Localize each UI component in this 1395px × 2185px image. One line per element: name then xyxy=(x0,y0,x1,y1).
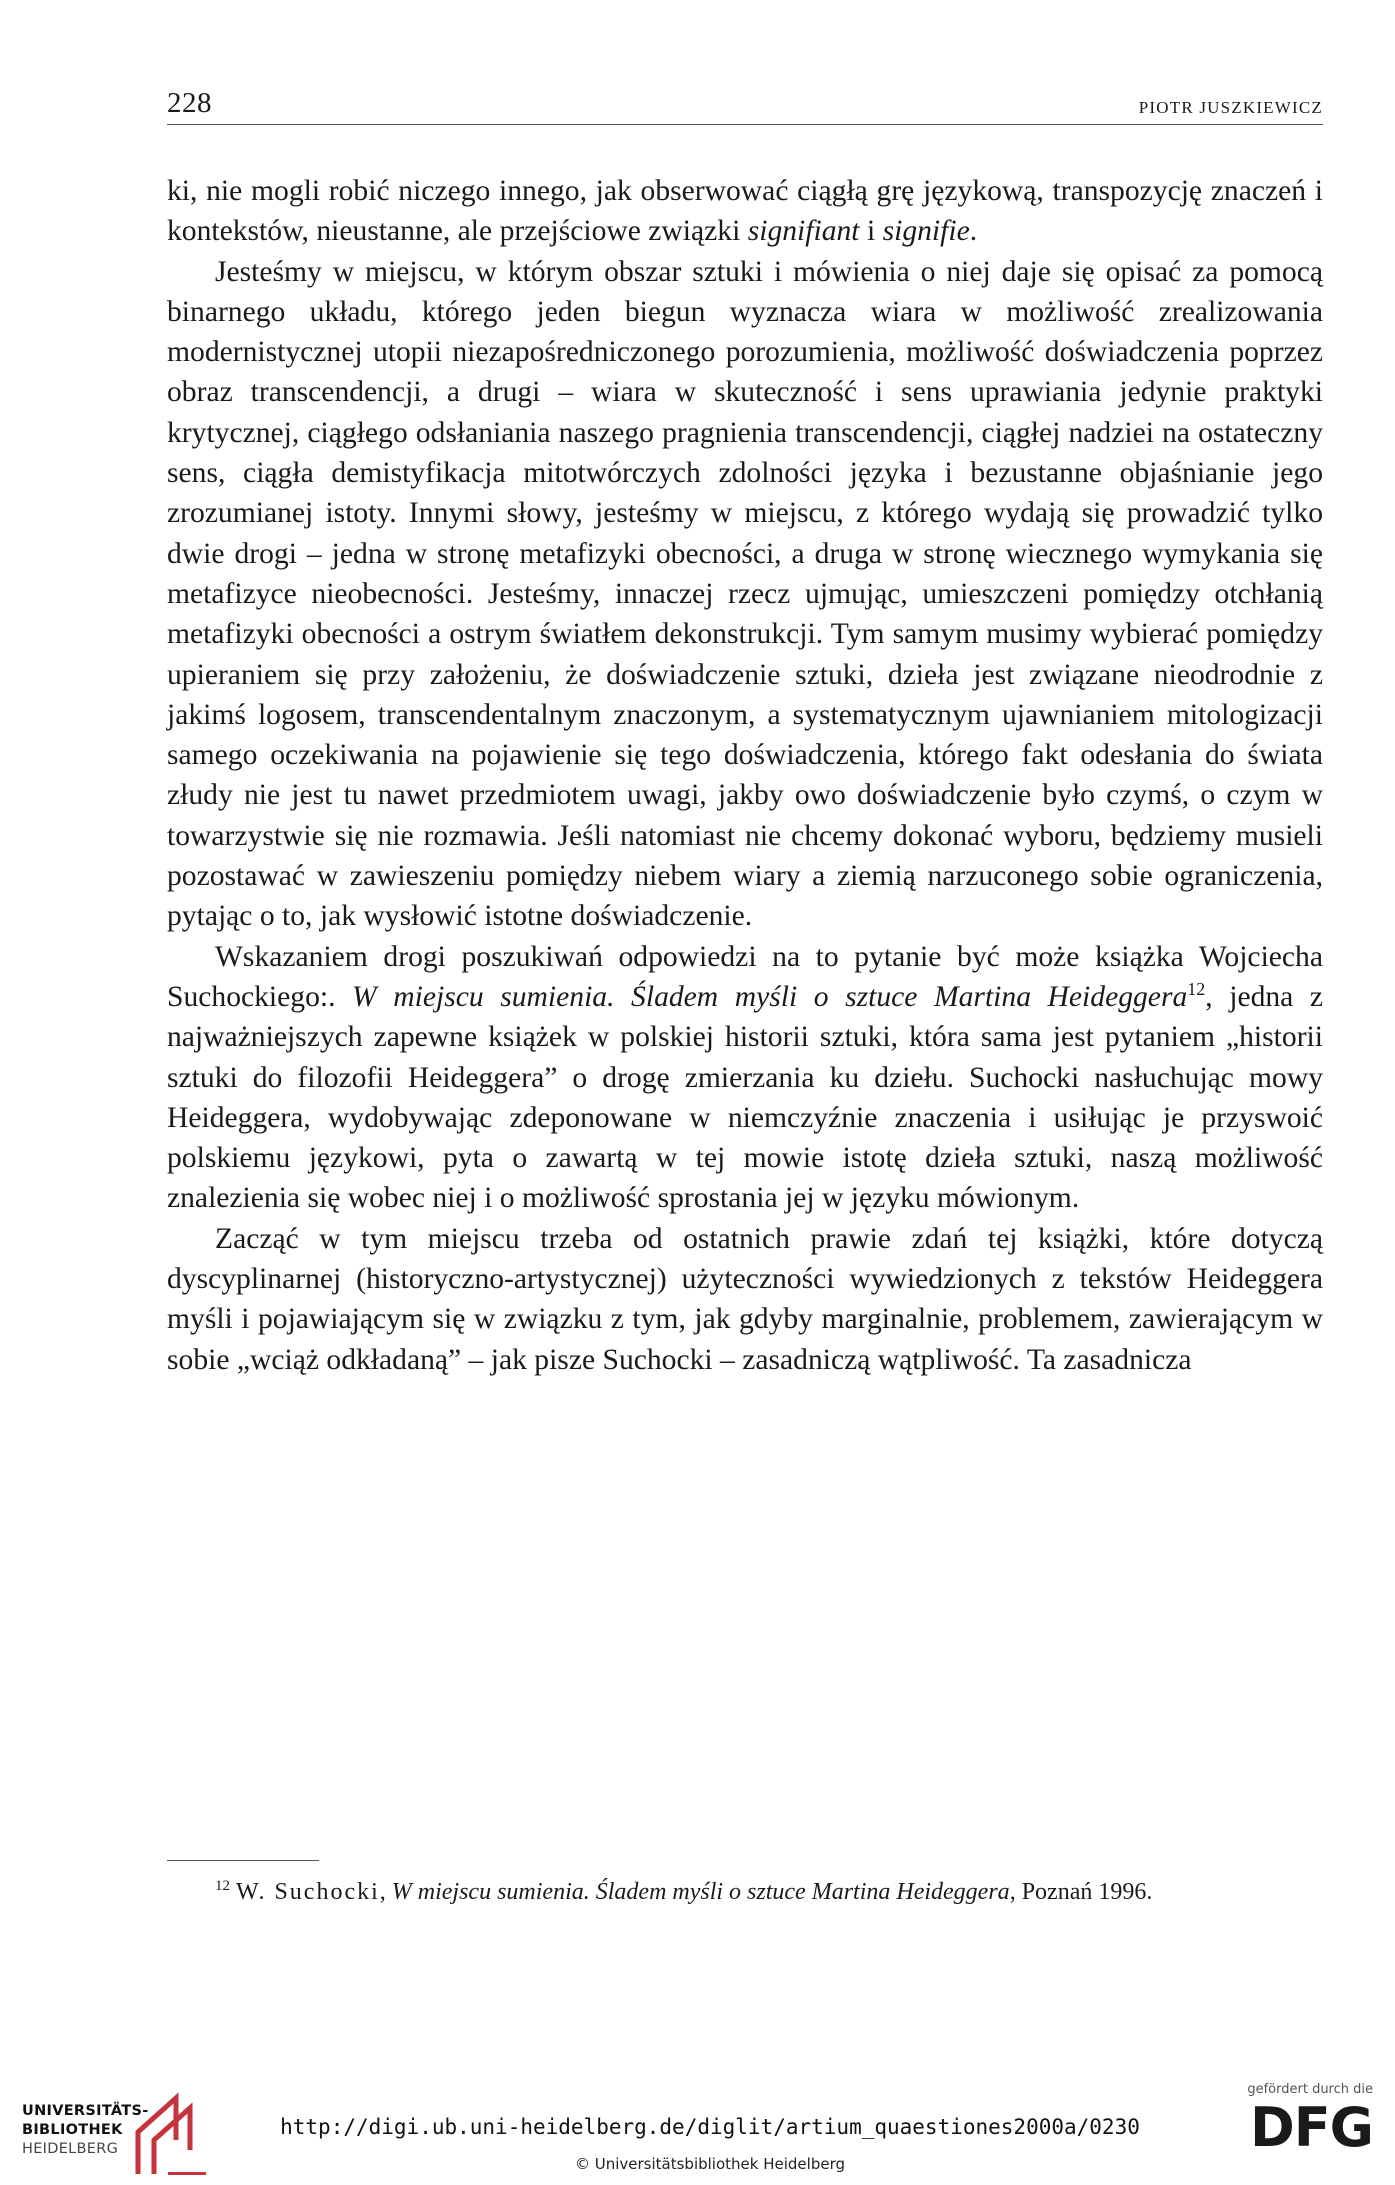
dfg-logo: gefördert durch die DFG xyxy=(1247,2082,1373,2159)
paragraph-1: ki, nie mogli robić niczego innego, jak obserwować ciągłą grę językową, transpozycję znaczeń i kontekstów, nieustanne, ale przejściowe związki signifiant i signifie. xyxy=(167,175,1323,248)
footnote-separator xyxy=(167,1860,319,1861)
footnote-number: 12 xyxy=(215,1878,230,1894)
paragraph-3: Wskazaniem drogi poszukiwań odpowiedzi na to pytanie być może książka Wojciecha Suchockiego:. W miejscu sumienia. Śladem myśli o sztuce Martina Heideggera$^{12}$, jedna z najważniejszych zapewne książek w polskiej historii sztuki, która sama jest pytaniem „historii sztuki do filozofii Heideggera” o drogę zmierzania ku dziełu. Suchocki nasłuchując mowy Heideggera, wydobywając zdeponowane w niemczyźnie znaczenia i usiłując je przyswoić polskiemu językowi, pyta o zawartą w tej mowie istotę dzieła sztuki, naszą możliwość znalezienia się wobec niej i o możliwość sprostania jej w języku mówionym. xyxy=(167,940,1324,1215)
footnote-ref: 12 xyxy=(1187,979,1206,1000)
paragraph-2: Jesteśmy w miejscu, w którym obszar sztuki i mówienia o niej daje się opisać za pomocą binarnego układu, którego jeden biegun wyznacza wiara w możliwość zrealizowania modernistycznej utopii niezapośredniczonego porozumienia, możliwość doświadczenia poprzez obraz transcendencji, a drugi – wiara w skuteczność i sens uprawiania jedynie praktyki krytycznej, ciągłego odsłaniania naszego pragnienia transcendencji, ciągłej nadziei na ostateczny sens, ciągła demistyfikacja mitotwórczych zdolności języka i bezustanne objaśnianie jego zrozumianej istoty. Innymi słowy, jesteśmy w miejscu, z którego wydają się prowadzić tylko dwie drogi – jedna w stronę metafizyki obecności, a druga w stronę wiecznego wymykania się metafizyce nieobecności. Jesteśmy, innaczej rzecz ujmując, umieszczeni pomiędzy otchłanią metafizyki obecności a ostrym światłem dekonstrukcji. Tym samym musimy wybierać pomiędzy upieraniem się przy założeniu, że doświadczenie sztuki, dzieła jest związane nieodrodnie z jakimś logosem, transcendentalnym znaczonym, a systematycznym ujawnianiem mitologizacji samego oczekiwania na pojawienie się tego doświadczenia, którego fakt odesłania do świata złudy nie jest tu nawet przedmiotem uwagi, jakby owo doświadczenie było czymś, o czym w towarzystwie się nie rozmawia. Jeśli natomiast nie chcemy dokonać wyboru, będziemy musieli pozostawać w zawieszeniu pomiędzy niebem wiary a ziemią narzuconego sobie ograniczenia, pytając o to, jak wysłowić istotne doświadczenie. xyxy=(167,255,1323,933)
permalink[interactable]: http://digi.ub.uni-heidelberg.de/diglit/artium_quaestiones2000a/0230 xyxy=(280,2115,1140,2139)
digitization-footer xyxy=(0,2060,1395,2185)
copyright-notice: © Universitätsbibliothek Heidelberg xyxy=(574,2155,845,2173)
running-head-author: PIOTR JUSZKIEWICZ xyxy=(1138,98,1323,117)
library-emblem-icon xyxy=(128,2090,208,2175)
page-number: 228 xyxy=(167,87,212,119)
footnote: $^{12}$ W. Suchocki, W miejscu sumienia. Śladem myśli o sztuce Martina Heideggera, Poznań 1996. xyxy=(215,1878,1153,1905)
library-logo: UNIVERSITÄTS- BIBLIOTHEK HEIDELBERG xyxy=(22,2103,149,2157)
main-text xyxy=(167,171,1323,1380)
paragraph-4: Zacząć w tym miejscu trzeba od ostatnich prawie zdań tej książki, które dotyczą dyscyplinarnej (historyczno-artystycznej) użyteczności wywiedzionych z tekstów Heideggera myśli i pojawiającym się w związku z tym, jak gdyby marginalnie, problemem, zawierającym w sobie „wciąż odkładaną” – jak pisze Suchocki – zasadniczą wątpliwość. Ta zasadnicza xyxy=(167,1222,1323,1376)
running-header xyxy=(167,84,1323,125)
